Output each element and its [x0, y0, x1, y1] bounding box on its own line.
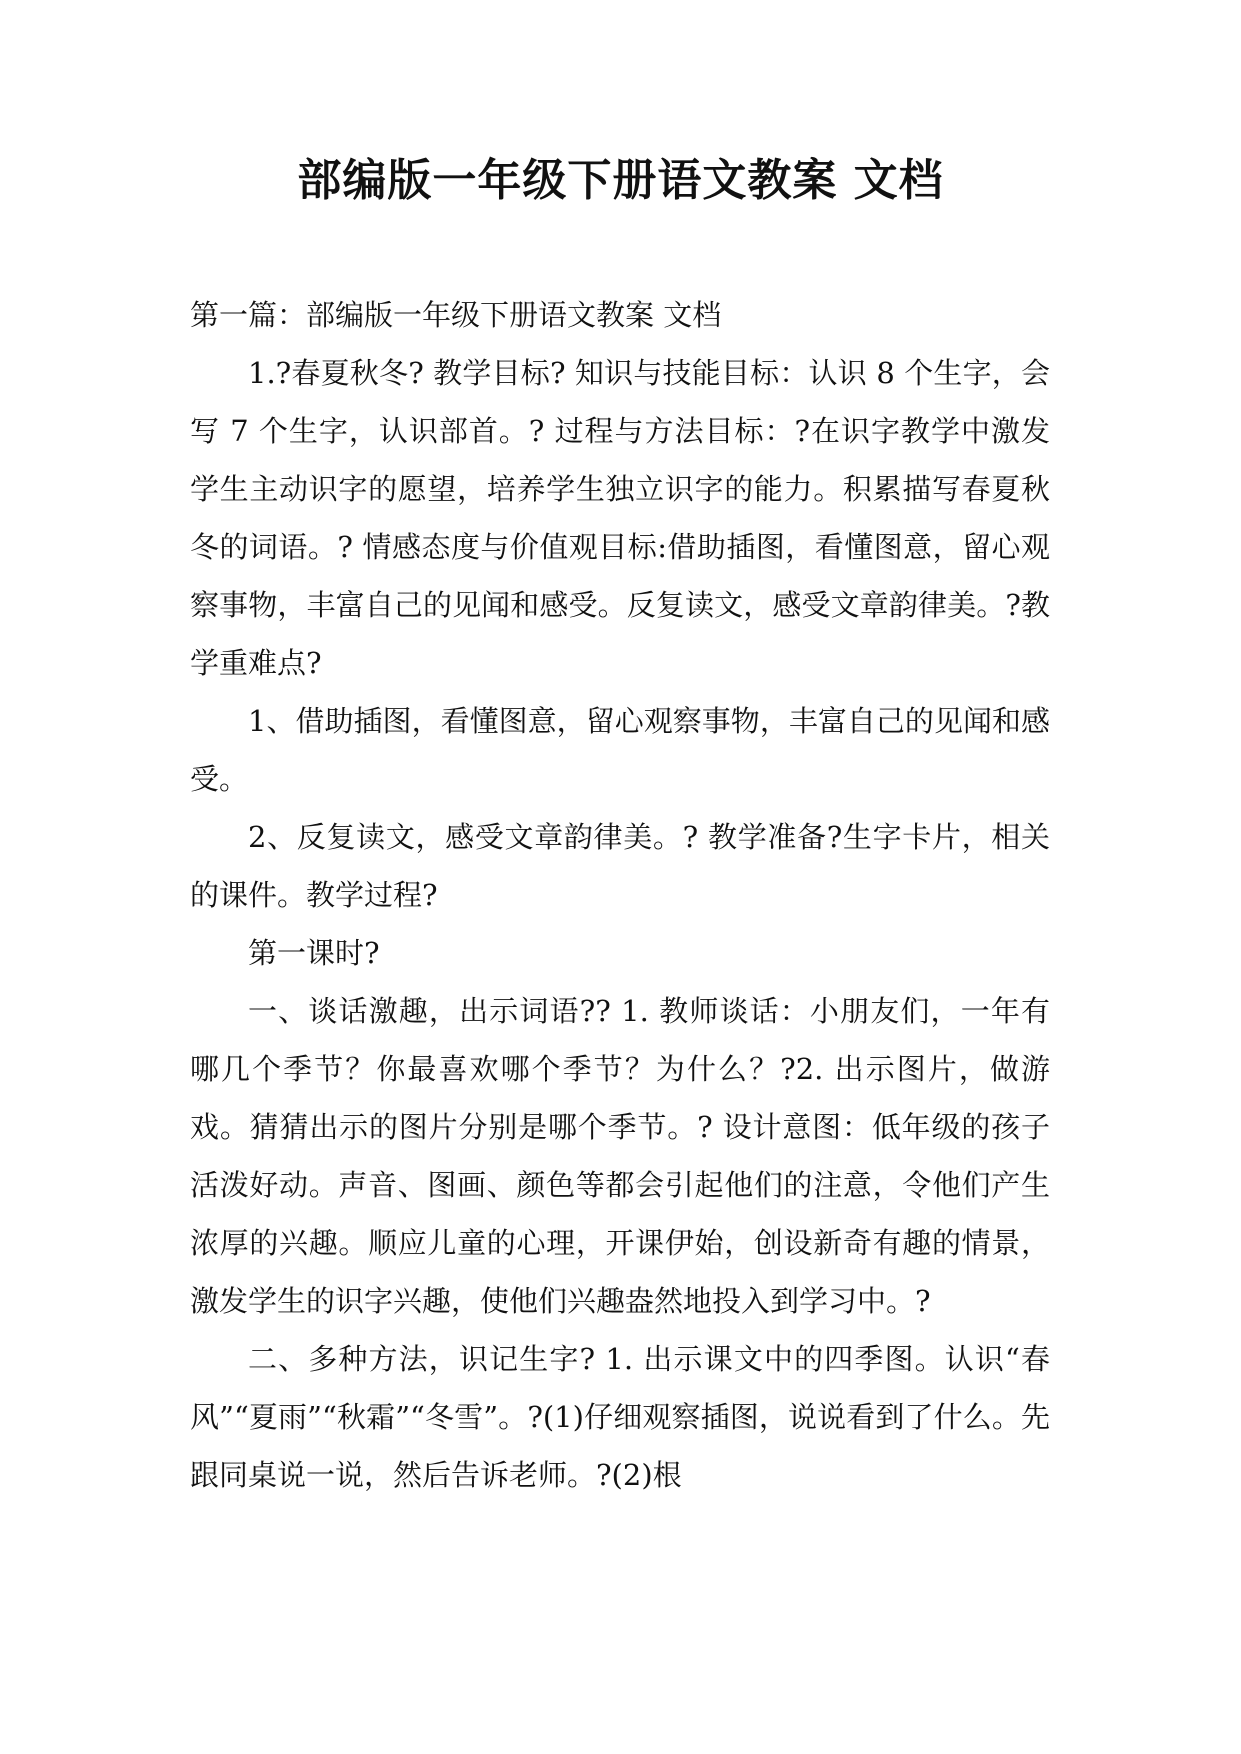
paragraph-2: 1.?春夏秋冬? 教学目标? 知识与技能目标：认识 8 个生字，会写 7 个生字，认识部首。? 过程与方法目标：?在识字教学中激发学生主动识字的愿望，培养学生独立识字的能力。积累描写春夏秋冬的词语。? 情感态度与价值观目标:借助插图，看懂图意，留心观察事物，丰富自己的见闻和感受。反复读文，感受文章韵律美。?教学重难点? [190, 356, 1050, 680]
paragraph-4: 2、反复读文，感受文章韵律美。? 教学准备?生字卡片，相关的课件。教学过程? [190, 820, 1050, 912]
paragraph-7: 二、多种方法，识记生字? 1. 出示课文中的四季图。认识“春风”“夏雨”“秋霜”“冬雪”。?(1)仔细观察插图，说说看到了什么。先跟同桌说一说，然后告诉老师。?(2)根 [190, 1342, 1050, 1492]
paragraph-6: 一、谈话激趣，出示词语?? 1. 教师谈话：小朋友们，一年有哪几个季节？你最喜欢哪个季节？为什么？?2. 出示图片，做游戏。猜猜出示的图片分别是哪个季节。? 设计意图：低年级的孩子活泼好动。声音、图画、颜色等都会引起他们的注意，令他们产生浓厚的兴趣。顺应儿童的心理，开课伊始，创设新奇有趣的情景，激发学生的识字兴趣，使他们兴趣盎然地投入到学习中。? [190, 994, 1050, 1318]
paragraph-1: 第一篇：部编版一年级下册语文教案 文档 [190, 298, 722, 332]
document-body [190, 286, 1050, 1504]
paragraph-5: 第一课时? [248, 936, 380, 970]
paragraph-3: 1、借助插图，看懂图意，留心观察事物，丰富自己的见闻和感受。 [190, 704, 1050, 796]
document-title: 部编版一年级下册语文教案 文档 [297, 155, 944, 206]
